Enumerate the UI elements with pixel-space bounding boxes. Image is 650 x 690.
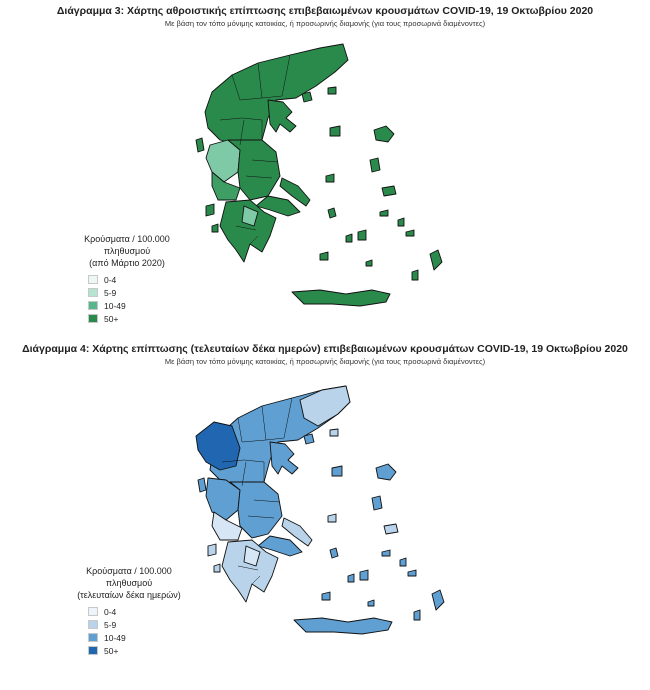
island-chios <box>372 496 382 510</box>
legend-swatch <box>88 288 98 297</box>
legend-swatch <box>88 607 98 616</box>
island-kos <box>406 230 414 236</box>
legend-item-10-49: 10-49 <box>88 631 196 644</box>
legend-subtitle: (από Μάρτιο 2020) <box>89 258 165 268</box>
island-milos <box>322 592 330 600</box>
island-skyros <box>328 514 336 522</box>
legend-swatch <box>88 633 98 642</box>
island-santorini <box>368 600 374 606</box>
island-thassos <box>302 92 312 102</box>
island-corfu <box>198 478 206 492</box>
island-samothraki <box>330 429 338 436</box>
map-panel-ten-day <box>0 338 650 690</box>
island-lesvos <box>376 464 396 480</box>
legend-swatch <box>88 646 98 655</box>
island-lemnos <box>330 126 340 136</box>
island-samos <box>382 186 396 196</box>
island-milos <box>320 252 328 260</box>
legend-title: Κρούσματα / 100.000 πληθυσμού <box>84 234 170 256</box>
island-rhodes <box>430 250 442 270</box>
island-karpathos <box>414 610 420 620</box>
legend-ten-day <box>62 565 196 657</box>
legend-swatch <box>88 314 98 323</box>
island-kalymnos <box>398 218 404 226</box>
island-lemnos <box>332 466 342 476</box>
island-samos <box>384 524 398 534</box>
island-zakynthos <box>212 224 218 232</box>
island-ikaria <box>380 210 388 216</box>
region-crete <box>292 290 390 306</box>
region-crete <box>294 618 392 634</box>
legend-item-50-plus: 50+ <box>88 644 196 657</box>
island-andros <box>330 548 338 558</box>
legend-item-5-9: 5-9 <box>88 618 196 631</box>
legend-swatch <box>88 301 98 310</box>
island-ikaria <box>382 550 390 556</box>
legend-item-10-49: 10-49 <box>88 299 192 312</box>
region-chalkidiki <box>268 100 296 132</box>
map-subtitle: Με βάση τον τόπο μόνιμης κατοικίας, ή προσωρινής διαμονής (για τους προσωρινά διαμένοντες) <box>164 357 486 366</box>
island-naxos <box>360 570 368 580</box>
map-title: Διάγραμμα 4: Χάρτης επίπτωσης (τελευταίων δέκα ημερών) επιβεβαιωμένων κρουσμάτων COVID-19, 19 Οκτωβρίου 2020 <box>22 343 628 355</box>
island-kefalonia <box>208 544 216 556</box>
region-thrace-light <box>300 386 350 426</box>
island-zakynthos <box>214 564 220 572</box>
legend-cumulative <box>62 233 192 325</box>
legend-swatch <box>88 620 98 629</box>
island-kalymnos <box>400 558 406 566</box>
island-naxos <box>358 230 366 240</box>
map-title: Διάγραμμα 3: Χάρτης αθροιστικής επίπτωσης επιβεβαιωμένων κρουσμάτων COVID-19, 19 Οκτωβρίου 2020 <box>56 5 594 17</box>
map-panel-cumulative <box>0 0 650 335</box>
island-santorini <box>366 260 372 266</box>
island-samothraki <box>328 87 336 94</box>
island-lesvos <box>374 126 394 142</box>
legend-title: Κρούσματα / 100.000 πληθυσμού <box>86 566 172 588</box>
island-chios <box>370 158 380 172</box>
legend-subtitle: (τελευταίων δέκα ημερών) <box>77 590 181 600</box>
map-subtitle: Με βάση τον τόπο μόνιμης κατοικίας, ή προσωρινής διαμονής (για τους προσωρινά διαμένοντες) <box>164 19 486 28</box>
legend-item-0-4: 0-4 <box>88 273 192 286</box>
island-skyros <box>326 174 334 182</box>
legend-item-5-9: 5-9 <box>88 286 192 299</box>
island-andros <box>328 208 336 218</box>
island-rhodes <box>432 590 444 610</box>
island-paros <box>348 574 354 582</box>
island-kos <box>408 570 416 576</box>
island-karpathos <box>412 270 418 280</box>
legend-item-0-4: 0-4 <box>88 605 196 618</box>
region-western-macedonia <box>196 422 240 470</box>
region-chalkidiki <box>270 442 298 474</box>
island-corfu <box>196 138 204 152</box>
island-thassos <box>304 434 314 444</box>
legend-swatch <box>88 275 98 284</box>
legend-item-50-plus: 50+ <box>88 312 192 325</box>
island-kefalonia <box>206 204 214 216</box>
island-paros <box>346 234 352 242</box>
